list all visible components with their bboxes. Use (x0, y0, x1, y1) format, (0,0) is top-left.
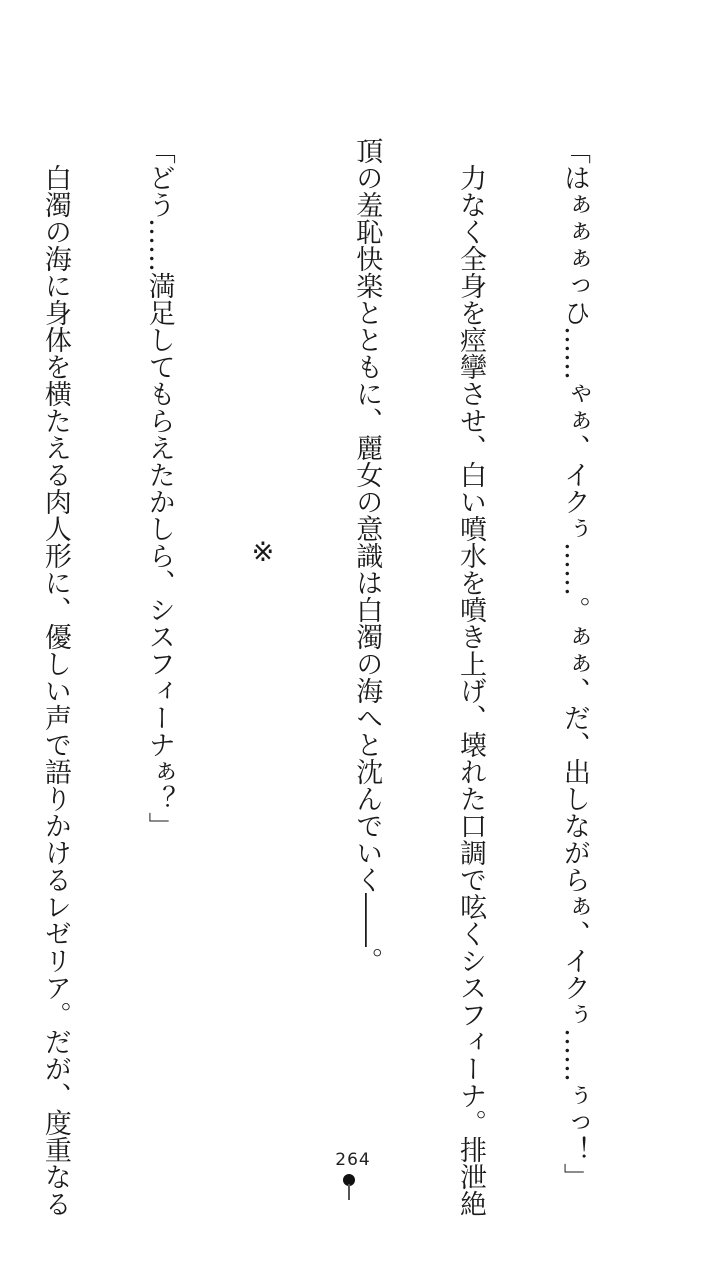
text-line: 「どう……満足してもらえたかしら、シスフィーナぁ？」 (143, 137, 175, 839)
text-line: 白濁の海に身体を横たえる肉人形に、優しい声で語りかけるレゼリア。だが、度重なる (39, 164, 71, 1217)
section-separator-mark: ※ (247, 537, 279, 568)
text-line: 力なく全身を痙攣させ、白い噴水を噴き上げ、壊れた口調で呟くシスフィーナ。排泄絶 (455, 164, 487, 1217)
page-number: 264 (335, 1150, 371, 1170)
text-line: 「はぁぁぁっひ……ゃぁ、イクぅ……。ぁぁ、だ、出しながらぁ、イクぅ……ぅっ！」 (558, 137, 590, 1190)
page-marker-stem (348, 1184, 350, 1200)
text-line: 頂の羞恥快楽とともに、麗女の意識は白濁の海へと沈んでいく――。 (351, 137, 383, 974)
